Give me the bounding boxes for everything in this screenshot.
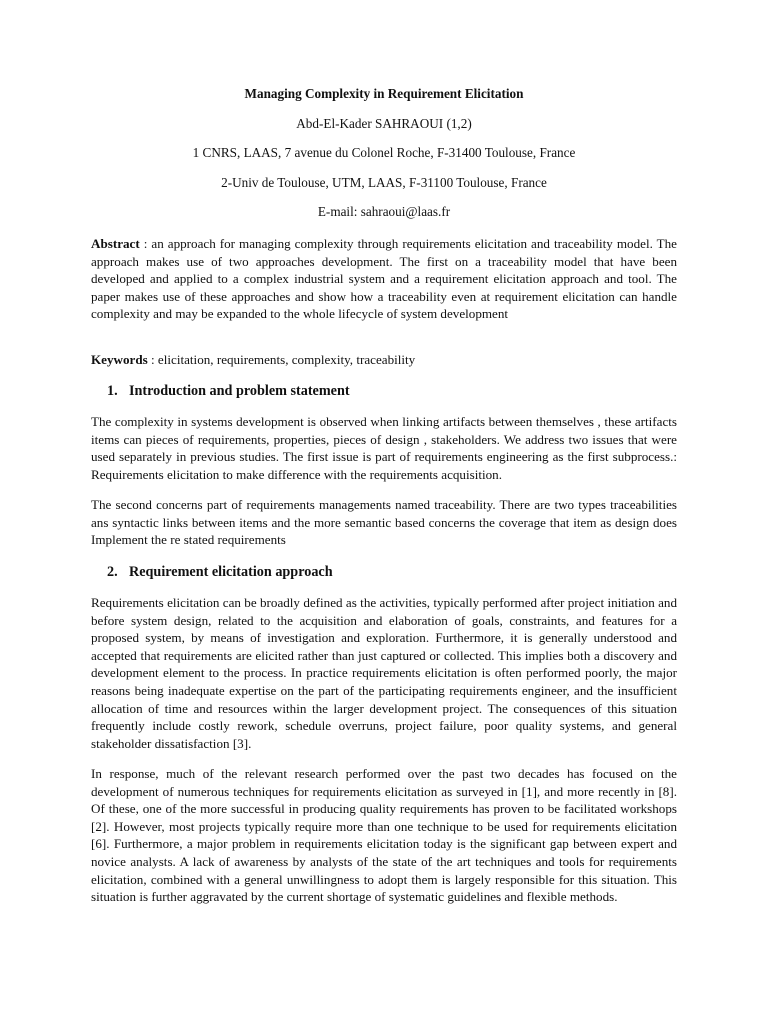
section-heading-introduction (107, 382, 350, 400)
body-paragraph: The second concerns part of requirements managements named traceability. There are two types traceabilities ans syntactic links between items and the more semantic based concerns the coverage that item as design does Implement the re stated requirements (91, 497, 677, 548)
keywords-paragraph (91, 351, 677, 369)
author-email: E-mail: sahraoui@laas.fr (317, 204, 451, 219)
body-paragraph: In response, much of the relevant research performed over the past two decades has focused on the development of numerous techniques for requirements elicitation as surveyed in [1], and more recently in [8]. Of these, one of the more successful in producing quality requirements has proven to be facilitated workshops [2]. However, most projects typically require more than one technique to be used for requirements elicitation [6]. Furthermore, a major problem in requirements elicitation today is the significant gap between expert and novice analysts. A lack of awareness by analysts of the state of the art techniques and tools for requirements elicitation, combined with a general unwillingness to adopt them is largely responsible for this situation. This situation is further aggravated by the current shortage of systematic guidelines and flexible methods. (91, 766, 677, 905)
section-number: 1. (107, 383, 118, 399)
keywords-text: : elicitation, requirements, complexity, traceability (147, 352, 416, 367)
abstract-paragraph (91, 235, 677, 323)
paper-title: Managing Complexity in Requirement Elicitation (244, 86, 524, 101)
affiliation-1: 1 CNRS, LAAS, 7 avenue du Colonel Roche, F-31400 Toulouse, France (192, 145, 576, 160)
author-name: Abd-El-Kader SAHRAOUI (1,2) (296, 116, 472, 131)
section-heading-elicitation (107, 563, 333, 581)
body-paragraph: Requirements elicitation can be broadly defined as the activities, typically performed after project initiation and before system design, related to the acquisition and elaboration of goals, constraints, and features for a proposed system, by means of investigation and exploration. Furthermore, it is generally understood and accepted that requirements are elicited rather than just captured or collected. This implies both a discovery and development element to the process. In practice requirements elicitation is often performed poorly, the major reasons being inadequate expertise on the part of the participating requirements engineer, and the insufficient allocation of time and resources within the larger development project. The consequences of this situation frequently include costly rework, schedule overruns, project failure, poor quality systems, and general stakeholder dissatisfaction [3]. (91, 595, 677, 751)
section-number: 2. (107, 564, 118, 580)
body-paragraph: The complexity in systems development is observed when linking artifacts between themselves , these artifacts items can pieces of requirements, properties, pieces of design , stakeholders. We address two issues that were used separately in previous studies. The first issue is part of requirements engineering as the first subprocess.: Requirements elicitation to make difference with the requirements acquisition. (91, 414, 677, 482)
affiliation-2: 2-Univ de Toulouse, UTM, LAAS, F-31100 Toulouse, France (221, 175, 547, 190)
abstract-label: Abstract (91, 236, 140, 251)
section-title: Introduction and problem statement (129, 383, 350, 399)
abstract-text: : an approach for managing complexity through requirements elicitation and traceability model. The approach makes use of two approaches development. The first on a traceability model that have been developed and applied to a complex industrial system and a requirement elicitation approach and tool. The paper makes use of these approaches and show how a traceability even at requirement elicitation can handle complexity and may be expanded to the whole lifecycle of system development (91, 236, 677, 322)
keywords-label: Keywords (91, 352, 148, 367)
section-title: Requirement elicitation approach (129, 564, 333, 580)
paper-page (91, 0, 677, 1024)
